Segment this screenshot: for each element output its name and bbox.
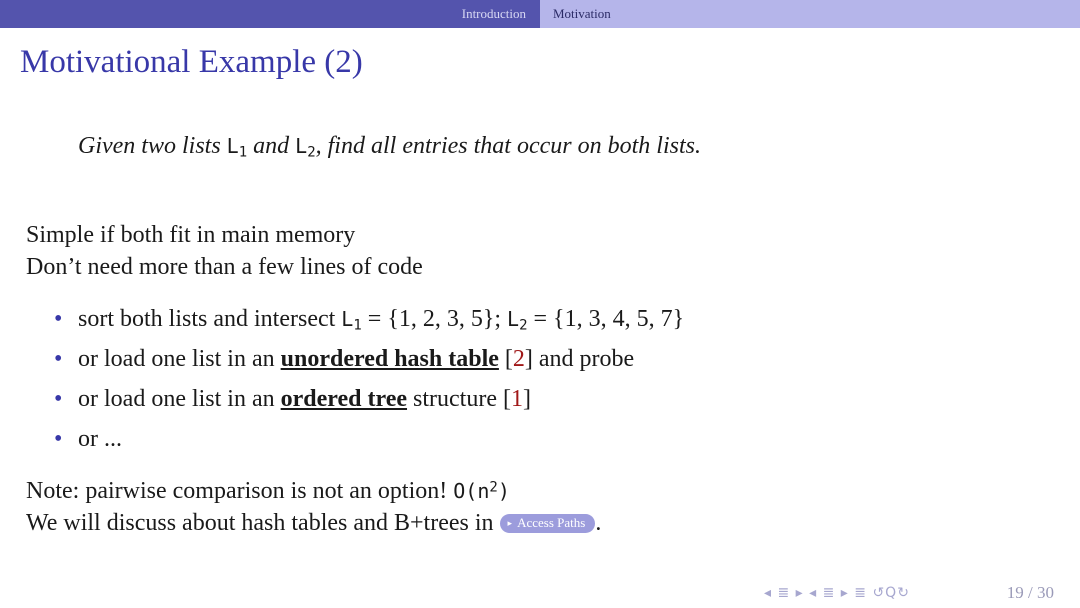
navigation-bar xyxy=(0,0,1080,28)
beamer-navigation-symbols[interactable]: ◂ ≣ ▸ ◂ ≣ ▸ ≣ ↺Q↻ xyxy=(764,585,910,601)
bullet-icon: • xyxy=(54,306,63,332)
bullet-icon: • xyxy=(54,386,63,412)
bullet-item: • or load one list in an unordered hash table [2] and probe xyxy=(54,346,635,372)
nav-section-bar xyxy=(0,0,540,28)
bullet-icon: • xyxy=(54,346,63,372)
list-symbol-l1: $L_1$ xyxy=(341,307,362,334)
citation-link[interactable]: 1 xyxy=(511,386,523,412)
complexity-formula: $O(n^2)$ xyxy=(453,479,510,503)
text-line: Simple if both fit in main memory xyxy=(26,222,356,248)
nav-section-introduction[interactable]: Introduction xyxy=(461,6,526,21)
access-paths-link-button[interactable]: ▸ Access Paths xyxy=(500,514,596,533)
list-symbol-l2: $L_2$ xyxy=(507,307,528,334)
emphasis-term: ordered tree xyxy=(280,386,408,412)
citation-link[interactable]: 2 xyxy=(512,346,525,372)
text-line: Don’t need more than a few lines of code xyxy=(26,254,423,280)
bullet-icon: • xyxy=(54,426,63,452)
slide-title: Motivational Example (2) xyxy=(20,44,363,80)
problem-text: Given two lists xyxy=(78,133,227,159)
nav-section-motivation[interactable]: Motivation xyxy=(553,6,611,21)
page-number: 19 / 30 xyxy=(1006,583,1054,602)
emphasis-term: unordered hash table xyxy=(280,346,499,372)
problem-text: , find all entries that occur on both lists. xyxy=(315,133,701,159)
list-symbol-l1: $L_1$ xyxy=(226,134,248,161)
bullet-item: • sort both lists and intersect $L_1 = \{1$, 2, 3, 5}; $L_2 = \{1$, 3, 4, 5, 7} xyxy=(54,306,685,334)
bullet-item: • or load one list in an ordered tree structure [1] xyxy=(54,386,531,412)
discuss-line: We will discuss about hash tables and B+trees in ▸ Access Paths . xyxy=(26,510,602,536)
play-arrow-icon: ▸ xyxy=(507,518,513,528)
bullet-item: • or ... xyxy=(54,426,122,452)
list-symbol-l2: $L_2$ xyxy=(295,134,316,161)
note-line: Note: pairwise comparison is not an option! $O(n^2)$ xyxy=(26,478,510,504)
problem-statement xyxy=(78,133,701,161)
bullet-list xyxy=(54,306,684,466)
problem-text: and xyxy=(247,133,296,159)
